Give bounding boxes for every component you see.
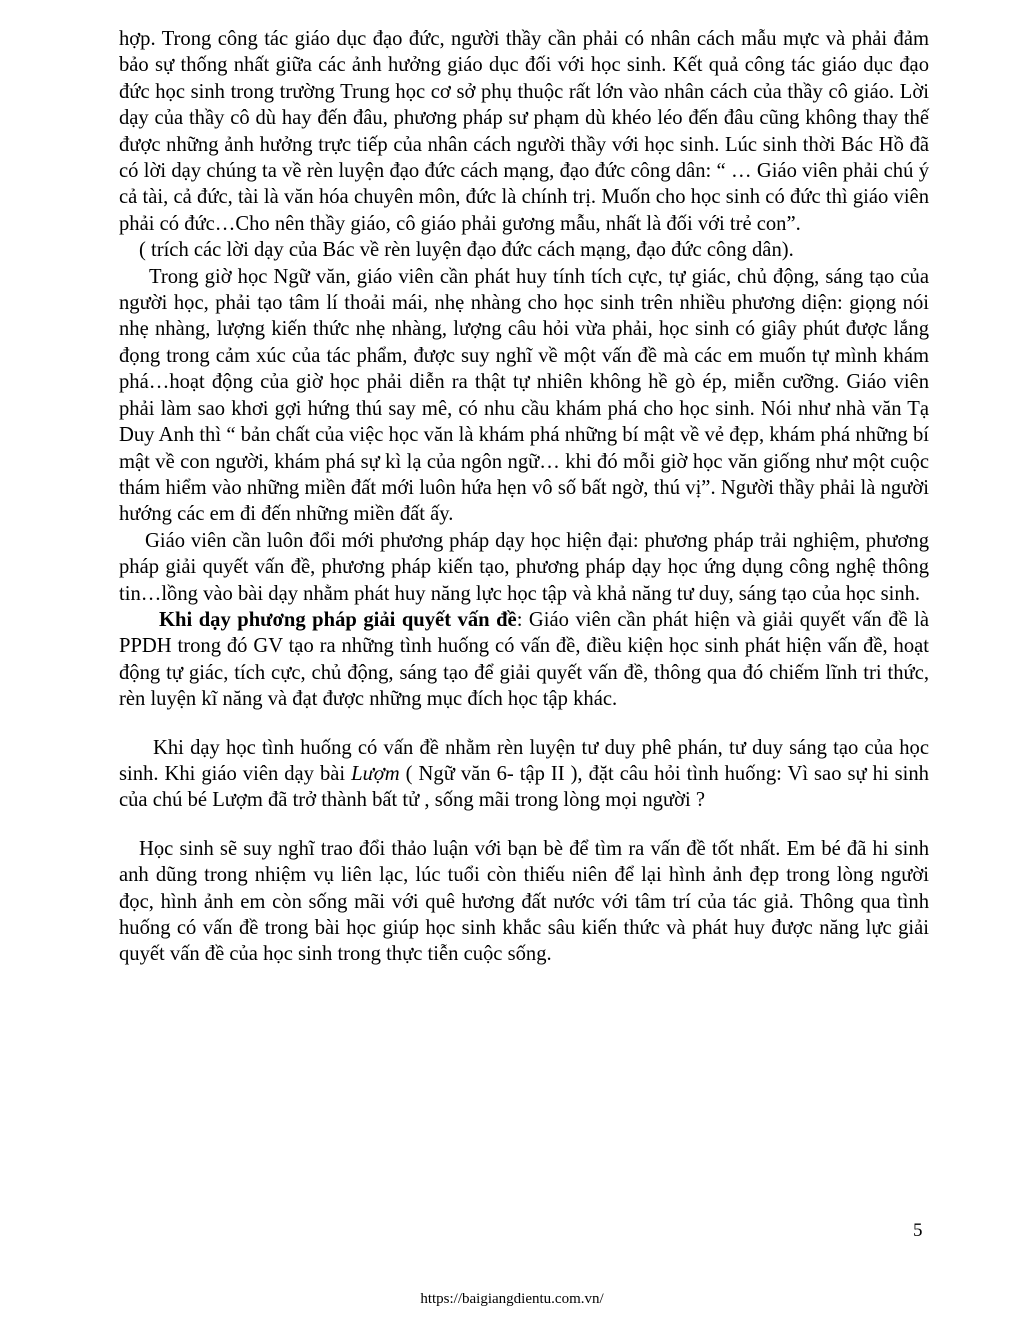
footer-url: https://baigiangdientu.com.vn/ xyxy=(420,1291,604,1307)
paragraph-luom-lesson xyxy=(119,735,929,814)
paragraph-moral-education: hợp. Trong công tác giáo dục đạo đức, người thầy cần phải có nhân cách mẫu mực và phải đảm bảo sự thống nhất giữa các ảnh hưởng giáo dục đối với học sinh. Kết quả công tác giáo dục đạo đức học sinh trong trường Trung học cơ sở phụ thuộc rất lớn vào nhân cách của thầy cô giáo. Lời dạy của thầy cô dù hay đến đâu, phương pháp sư phạm dù khéo léo đến đâu cũng không thay thế được những ảnh hưởng trực tiếp của nhân cách người thầy với học sinh. Lúc sinh thời Bác Hồ đã có lời dạy chúng ta về rèn luyện đạo đức cách mạng, đạo đức công dân: “ … Giáo viên phải chú ý cả tài, cả đức, tài là văn hóa chuyên môn, đức là chính trị. Muốn cho học sinh có đức thì giáo viên phải có đức…Cho nên thầy giáo, cô giáo phải gương mẫu, nhất là đối với trẻ con”. xyxy=(119,28,929,235)
page-number: 5 xyxy=(913,1220,923,1241)
document-body xyxy=(119,26,929,968)
luom-text-before: Khi dạy học tình huống có vấn đề nhằm rèn luyện tư duy phê phán, tư duy sáng tạo của học sinh. Khi giáo viên dạy bài xyxy=(119,736,929,785)
luom-text-after: ( Ngữ văn 6- tập II ), đặt câu hỏi tình huống: Vì sao sự hi sinh của chú bé Lượm đã trở thành bất tử , sống mãi trong lòng mọi người ? xyxy=(119,762,929,812)
paragraph-student-discussion: Học sinh sẽ suy nghĩ trao đổi thảo luận với bạn bè để tìm ra vấn đề tốt nhất. Em bé đã hi sinh anh dũng trong nhiệm vụ liên lạc, lúc tuổi còn thiếu niên để lại hình ảnh đẹp trong lòng người đọc, hình ảnh em còn sống mãi với quê hương đất nước với tâm trí của tác giả. Thông qua tình huống có vấn đề trong bài học giúp học sinh khắc sâu kiến thức và phát huy được năng lực giải quyết vấn đề của học sinh trong thực tiễn cuộc sống. xyxy=(119,837,929,966)
problem-solving-text: : Giáo viên cần phát hiện và giải quyết vấn đề là PPDH trong đó GV tạo ra những tình huống có vấn đề, điều kiện học sinh phát hiện vấn đề, hoạt động tự giác, tích cực, chủ động, sáng tạo để giải quyết vấn đề, thông qua đó chiếm lĩnh tri thức, rèn luyện kĩ năng và đạt được những mục đích học tập khác. xyxy=(119,608,930,711)
paragraph-problem-solving xyxy=(119,607,929,713)
paragraph-citation: ( trích các lời dạy của Bác về rèn luyện đạo đức cách mạng, đạo đức công dân). xyxy=(139,239,794,262)
luom-title: Lượm xyxy=(351,762,400,785)
paragraph-literature-class: Trong giờ học Ngữ văn, giáo viên cần phát huy tính tích cực, tự giác, chủ động, sáng tạo của người học, phải tạo tâm lí thoải mái, nhẹ nhàng cho học sinh trên nhiều phương diện: giọng nói nhẹ nhàng, lượng kiến thức nhẹ nhàng, lượng câu hỏi vừa phải, học sinh có giây phút được lắng đọng trong cảm xúc của tác phẩm, được suy nghĩ về một vấn đề mà các em muốn tự mình khám phá…hoạt động của giờ học phải diễn ra thật tự nhiên không hề gò ép, miễn cưỡng. Giáo viên phải làm sao khơi gợi hứng thú say mê, có nhu cầu khám phá cho học sinh. Nói như nhà văn Tạ Duy Anh thì “ bản chất của việc học văn là khám phá những bí mật về vẻ đẹp, khám phá những bí mật về con người, khám phá sự kì lạ của ngôn ngữ… khi đó mỗi giờ học văn giống như một cuộc thám hiểm vào những miền đất mới luôn hứa hẹn vô số bất ngờ, thú vị”. Người thầy phải là người hướng các em đi đến những miền đất ấy. xyxy=(119,265,929,526)
paragraph-teaching-methods: Giáo viên cần luôn đổi mới phương pháp dạy học hiện đại: phương pháp trải nghiệm, phương pháp giải quyết vấn đề, phương pháp kiến tạo, phương pháp dạy học ứng dụng công nghệ thông tin…lồng vào bài dạy nhằm phát huy năng lực học tập và khả năng tư duy, sáng tạo của học sinh. xyxy=(119,529,929,605)
problem-solving-heading: Khi dạy phương pháp giải quyết vấn đề xyxy=(159,608,517,631)
